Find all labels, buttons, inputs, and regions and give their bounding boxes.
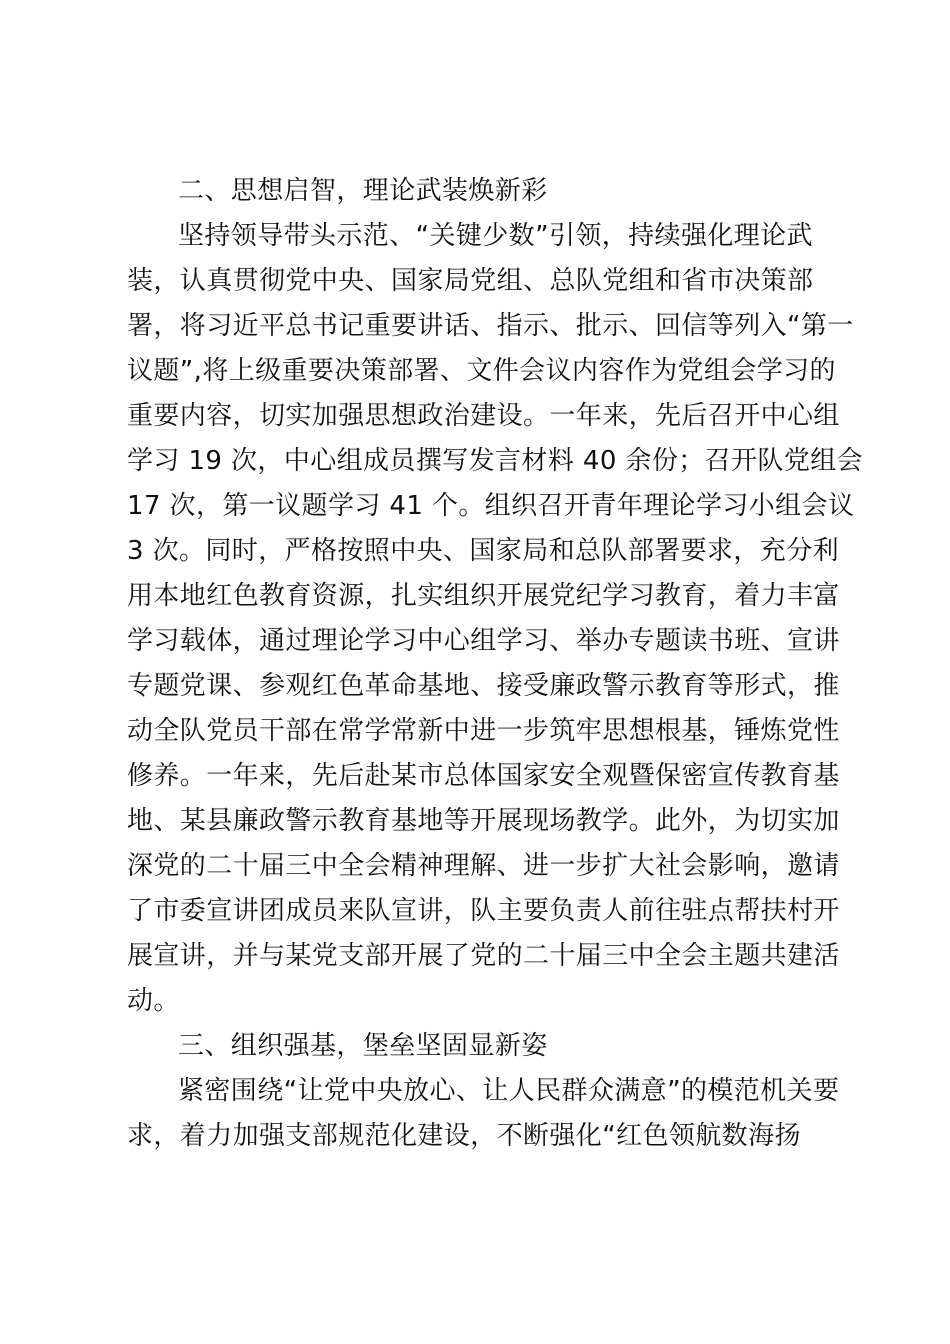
paragraph-line: 议题”,将上级重要决策部署、文件会议内容作为党组会学习的 <box>127 356 836 386</box>
paragraph-line: 紧密围绕“让党中央放心、让人民群众满意”的模范机关要 <box>178 1076 840 1106</box>
paragraph-line: 动全队党员干部在常学常新中进一步筑牢思想根基，锤炼党性 <box>127 716 840 746</box>
paragraph-line: 深党的二十届三中全会精神理解、进一步扩大社会影响，邀请 <box>127 851 840 881</box>
paragraph-line: 重要内容，切实加强思想政治建设。一年来，先后召开中心组 <box>127 401 840 431</box>
section-heading-2: 二、思想启智，理论武装焕新彩 <box>178 176 548 206</box>
paragraph-line: 装，认真贯彻党中央、国家局党组、总队党组和省市决策部 <box>127 266 814 296</box>
paragraph-line: 坚持领导带头示范、“关键少数”引领，持续强化理论武 <box>178 221 813 251</box>
paragraph-line: 地、某县廉政警示教育基地等开展现场教学。此外，为切实加 <box>127 806 840 836</box>
paragraph-line: 了市委宣讲团成员来队宣讲，队主要负责人前往驻点帮扶村开 <box>127 896 840 926</box>
paragraph-line: 署，将习近平总书记重要讲话、指示、批示、回信等列入“第一 <box>127 311 854 341</box>
paragraph-line: 学习载体，通过理论学习中心组学习、举办专题读书班、宣讲 <box>127 626 840 656</box>
paragraph-line: 动。 <box>127 986 180 1016</box>
paragraph-line: 3 次。同时，严格按照中央、国家局和总队部署要求，充分利 <box>127 536 840 566</box>
paragraph-line: 展宣讲，并与某党支部开展了党的二十届三中全会主题共建活 <box>127 941 840 971</box>
paragraph-line: 专题党课、参观红色革命基地、接受廉政警示教育等形式，推 <box>127 671 840 701</box>
paragraph-line: 学习 19 次，中心组成员撰写发言材料 40 余份；召开队党组会 <box>127 446 864 476</box>
paragraph-line: 修养。一年来，先后赴某市总体国家安全观暨保密宣传教育基 <box>127 761 840 791</box>
section-heading-3: 三、组织强基，堡垒坚固显新姿 <box>178 1031 548 1061</box>
paragraph-line: 求，着力加强支部规范化建设，不断强化“红色领航数海扬 <box>127 1121 801 1151</box>
paragraph-line: 17 次，第一议题学习 41 个。组织召开青年理论学习小组会议 <box>127 491 855 521</box>
paragraph-line: 用本地红色教育资源，扎实组织开展党纪学习教育，着力丰富 <box>127 581 840 611</box>
